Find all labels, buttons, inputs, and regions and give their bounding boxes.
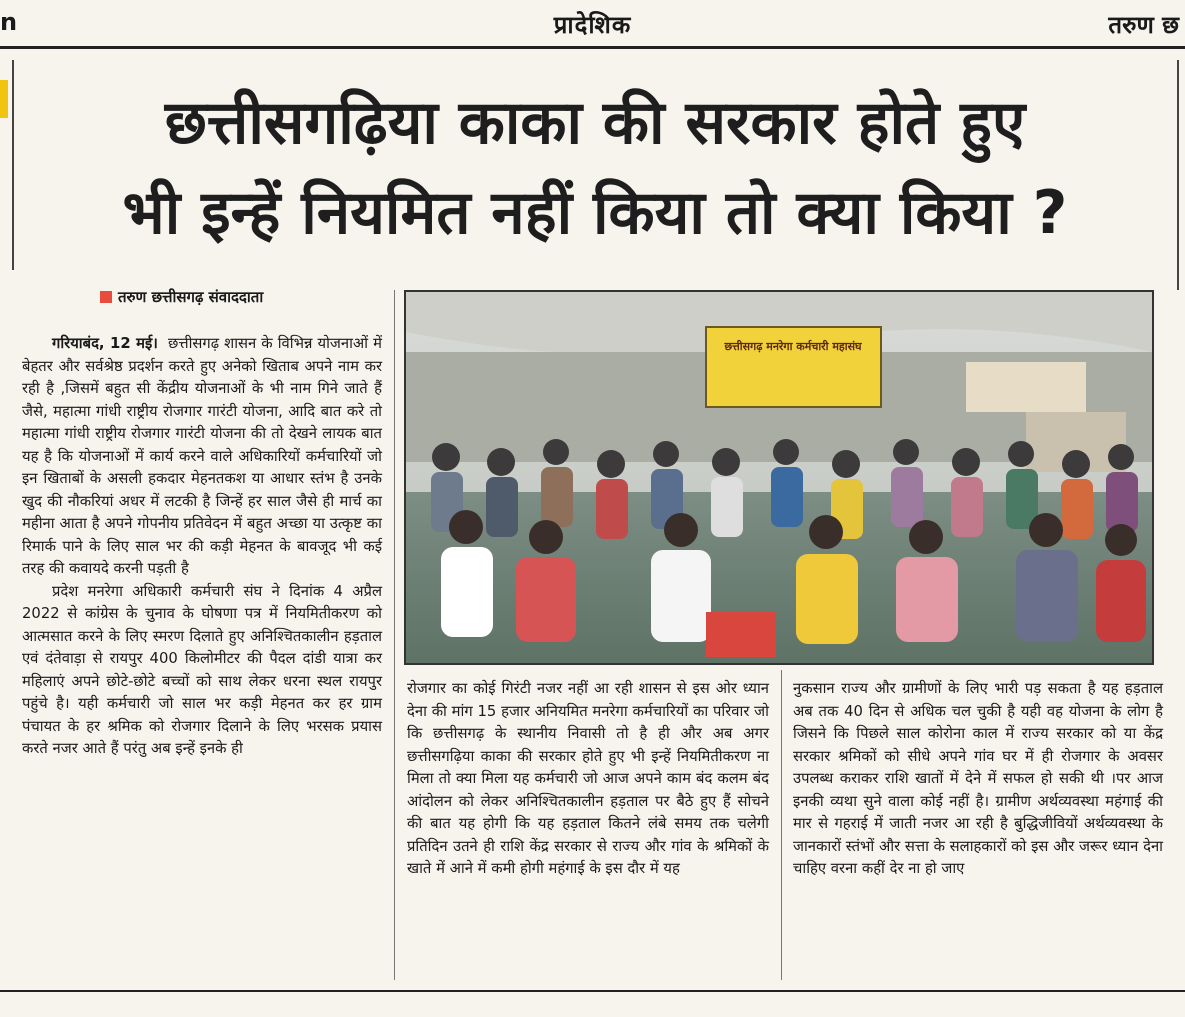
protest-photo-illustration [406,292,1152,663]
header-left-fragment: n [0,8,18,36]
protest-banner-text: छत्तीसगढ़ मनरेगा कर्मचारी महासंघ [724,340,862,353]
column-divider [781,670,782,980]
masthead-fragment: तरुण छ [1108,11,1179,39]
article-column-3 [793,678,1163,983]
paragraph-1 [22,333,382,581]
paragraph-3: रोजगार का कोई गिरंटी नजर नहीं आ रही शासन से इस ओर ध्यान देना की मांग 15 हजार अनियमित मनरेगा कर्मचारियों का परिवार जो कि छत्तीसगढ़ के स्थानीय निवासी तो है ही और अब अगर छत्तीसगढ़िया काका की सरकार होते हुए भी इन्हें नियमितीकरण ना मिला तो क्या मिला यह कर्मचारी जो आज अपने काम बंद कलम बंद आंदोलन को लेकर अनिश्चितकालीन हड़ताल पर बैठे हुए हैं सोचने की बात यह होगी कि यह हड़ताल कितने लंबे समय तक चलेगी प्रतिदिन उतने ही राशि केंद्र सरकार से राज्य और गांव के श्रमिकों के खाते में आने में कमी होगी महंगाई के इस दौर में यह [407,680,769,877]
dateline: गरियाबंद, 12 मई। [52,335,158,352]
left-rule [12,60,14,270]
byline [100,287,263,307]
footer-rule [0,990,1185,992]
paragraph-1-text: छत्तीसगढ़ शासन के विभिन्न योजनाओं में बेहतर और सर्वश्रेष्ठ प्रदर्शन करते हुए अनेको खिताब अपने नाम कर रही है ,जिसमें बहुत सी केंद्रीय योजनाओं के भी नाम गिने जाते हैं जैसे, महात्मा गांधी राष्ट्रीय रोजगार गारंटी योजना, आदि बात करे तो महात्मा गांधी राष्ट्रीय रोजगार गारंटी योजना की तो देखने लायक बात यह है कि योजनाओं में कार्य करने वाले अधिकारियों कर्मचारियों जो इन खिताबों के असली हकदार मेहनतकश या आधार स्तंभ है उनके खुद की नौकरियां अधर में लटकी है जिन्हें हर साल जैसे ही मार्च का महीना आता है अपने गोपनीय प्रतिवेदन में बहुत अच्छा या उत्कृष्ट का रिमार्क पाने के लिए साल भर की कड़ी मेहनत के बावजूद भी कई तरह की कवायदे करनी पड़ती है [22,335,382,577]
headline [20,78,1170,258]
byline-square-icon [100,291,112,303]
article-column-1 [22,333,382,983]
paragraph-4: नुकसान राज्य और ग्रामीणों के लिए भारी पड़ सकता है यह हड़ताल अब तक 40 दिन से अधिक चल चुकी है यही वह योजना के लोग है जिसने कि पिछले साल कोरोना काल में राज्य सरकार को या केंद्र सरकार श्रमिकों को सीधे अपने गांव घर में ही रोजगार के अवसर उपलब्ध कराकर राशि खातों में देने में सफल हो सकी थी ।पर आज इनकी व्यथा सुने वाला कोई नहीं है। ग्रामीण अर्थव्यवस्था महंगाई की मार से गहराई में जाती नजर आ रही है बुद्धिजीवियों अर्थव्यवस्था के जानकारों स्तंभों और सत्ता के सलाहकारों को इस और जरूर ध्यान देना चाहिए वरना कहीं देर ना हो जाए [793,680,1163,877]
byline-text: तरुण छत्तीसगढ़ संवाददाता [118,288,264,306]
page-header [0,0,1185,49]
headline-line-1: छत्तीसगढ़िया काका की सरकार होते हुए [164,88,1026,158]
protest-photo [404,290,1154,665]
accent-strip [0,80,8,118]
paragraph-2: प्रदेश मनरेगा अधिकारी कर्मचारी संघ ने दिनांक 4 अप्रैल 2022 से कांग्रेस के चुनाव के घोषणा पत्र में नियमितीकरण को आत्मसात करने के लिए स्मरण दिलाते हुए अनिश्चितकालीन हड़ताल एवं दंतेवाड़ा से रायपुर 400 किलोमीटर की पैदल दांडी यात्रा कर महिलाएं अपने छोटे-छोटे बच्चों को साथ लेकर धरना स्थल रायपुर पहुंचे है। यही कर्मचारी जो साल भर कड़ी मेहनत कर हर ग्राम पंचायत के हर श्रमिक को रोजगार दिलाने के लिए भरसक प्रयास करते नजर आते हैं परंतु अब इन्हें इनके ही [22,582,382,757]
headline-line-2: भी इन्हें नियमित नहीं किया तो क्या किया ? [122,178,1068,248]
right-rule [1177,60,1179,290]
column-divider [394,290,395,980]
article-column-2 [407,678,769,983]
section-title: प्रादेशिक [553,11,632,39]
